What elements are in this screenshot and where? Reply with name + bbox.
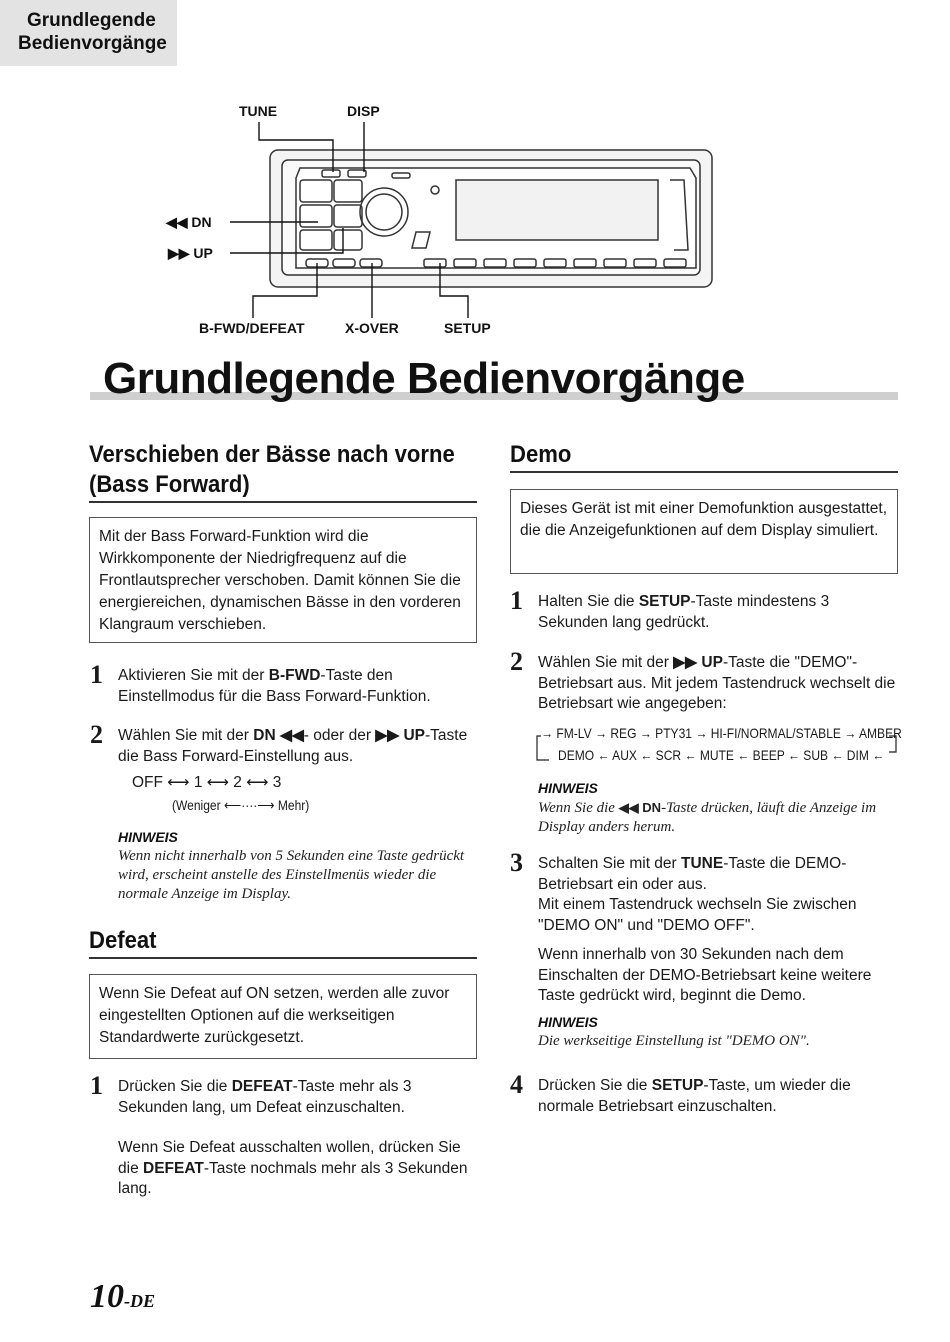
demo-sequence-return: DEMO ← AUX ← SCR ← MUTE ← BEEP ← SUB ← DIM ← [558, 747, 885, 763]
bass-forward-sequence-legend: (Weniger ⟵····⟶ Mehr) [172, 797, 310, 813]
demo-note2: Die werkseitige Einstellung ist "DEMO ON". [538, 1033, 810, 1049]
page-number: 10-DE [90, 1278, 155, 1315]
demo-step3-timeout: Wenn innerhalb von 30 Sekunden nach dem Einschalten der DEMO-Betriebsart keine weitere Taste gedrückt wird, beginnt die Demo. [538, 946, 872, 1004]
label-tune: TUNE [239, 103, 278, 119]
defeat-step1-off: Wenn Sie Defeat ausschalten wollen, drücken Sie die DEFEAT-Taste nochmals mehr als 3 Sekunden lang. [118, 1139, 468, 1197]
demo-heading: Demo [510, 441, 572, 468]
step-number: 1 [90, 1071, 103, 1100]
step-number: 2 [510, 647, 523, 676]
demo-intro: Dieses Gerät ist mit einer Demofunktion ausgestattet, die die Anzeigefunktionen auf dem Display simuliert. [510, 489, 898, 574]
label-xover: X-OVER [345, 320, 399, 336]
section-tab-line2: Bedienvorgänge [18, 33, 167, 54]
defeat-intro: Wenn Sie Defeat auf ON setzen, werden alle zuvor eingestellten Optionen auf die werkseitigen Standardwerte zurückgesetzt. [89, 974, 477, 1059]
bass-forward-note: Wenn nicht innerhalb von 5 Sekunden eine Taste gedrückt wird, erscheint anstelle des Einstellmenüs wieder die normale Anzeige im Display. [118, 848, 465, 902]
demo-step1: Halten Sie die SETUP-Taste mindestens 3 Sekunden lang gedrückt. [538, 593, 830, 631]
demo-step2: Wählen Sie mit der ▶▶ UP-Taste die "DEMO"-Betriebsart aus. Mit jedem Tastendruck wechselt die Betriebsart wie angegeben: [538, 654, 896, 712]
note-heading: HINWEIS [118, 829, 178, 845]
step-number: 1 [510, 586, 523, 615]
bass-forward-step1: Aktivieren Sie mit der B-FWD-Taste den Einstellmodus für die Bass Forward-Funktion. [118, 667, 431, 705]
step-number: 4 [510, 1070, 523, 1099]
demo-step3: Schalten Sie mit der TUNE-Taste die DEMO-Betriebsart ein oder aus. [538, 855, 847, 893]
heading-rule [89, 501, 477, 503]
defeat-step1: Drücken Sie die DEFEAT-Taste mehr als 3 Sekunden lang, um Defeat einzuschalten. [118, 1078, 412, 1116]
note-heading: HINWEIS [538, 1014, 598, 1030]
demo-step4: Drücken Sie die SETUP-Taste, um wieder die normale Betriebsart einzuschalten. [538, 1077, 851, 1115]
step-number: 1 [90, 660, 103, 689]
bass-forward-heading: Verschieben der Bässe nach vorne (Bass Forward) [89, 441, 455, 498]
heading-rule [89, 957, 477, 959]
bass-forward-intro: Mit der Bass Forward-Funktion wird die Wirkkomponente der Niedrigfrequenz auf die Frontlautsprecher verschoben. Damit können Sie die energiereichen, dynamischen Bässe in den vorderen Klangraum verschieben. [89, 517, 477, 643]
head-unit-diagram [0, 0, 950, 340]
bass-forward-sequence: OFF ⟷ 1 ⟷ 2 ⟷ 3 [132, 774, 282, 791]
label-setup: SETUP [444, 320, 491, 336]
step-number: 2 [90, 720, 103, 749]
label-dn: ◀◀ DN [166, 214, 212, 230]
step-number: 3 [510, 848, 523, 877]
note-heading: HINWEIS [538, 780, 598, 796]
demo-step3-toggle: Mit einem Tastendruck wechseln Sie zwischen "DEMO ON" und "DEMO OFF". [538, 896, 857, 934]
bass-forward-step2: Wählen Sie mit der DN ◀◀- oder der ▶▶ UP-Taste die Bass Forward-Einstellung aus. [118, 727, 468, 765]
label-bfwd-defeat: B-FWD/DEFEAT [199, 320, 305, 336]
label-up: ▶▶ UP [168, 245, 213, 261]
label-disp: DISP [347, 103, 380, 119]
heading-rule [510, 471, 898, 473]
demo-sequence-forward: → FM-LV → REG → PTY31 → HI-FI/NORMAL/STABLE → AMBER [541, 725, 902, 741]
defeat-heading: Defeat [89, 927, 157, 954]
demo-note1: Wenn Sie die ◀◀ DN-Taste drücken, läuft die Anzeige im Display anders herum. [538, 800, 877, 835]
section-tab-line1: Grundlegende [27, 10, 156, 31]
page-title: Grundlegende Bedienvorgänge [103, 354, 745, 403]
